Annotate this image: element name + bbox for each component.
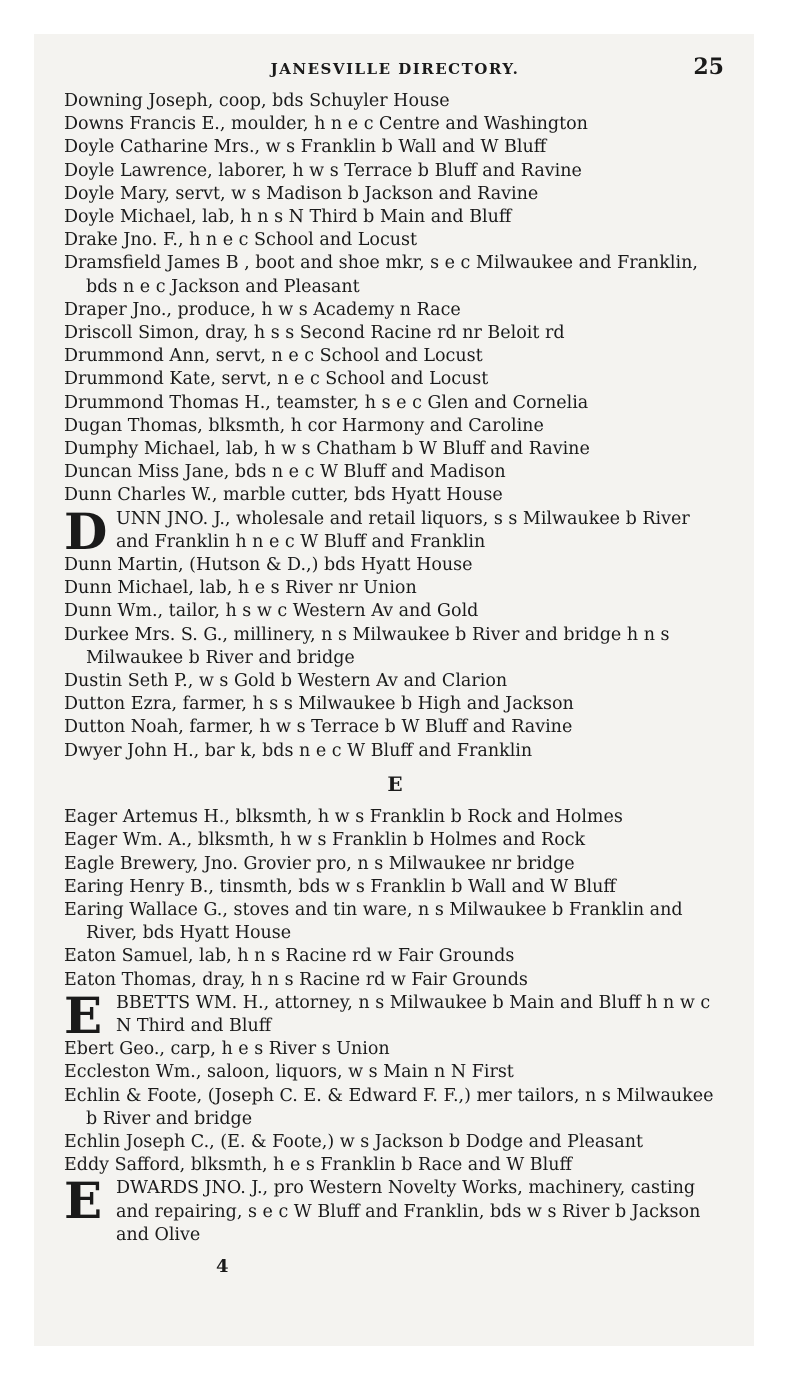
directory-entry: Eccleston Wm., saloon, liquors, w s Main n N First — [64, 1062, 514, 1083]
directory-entry: Downs Francis E., moulder, h n e c Centre and Washington — [64, 114, 588, 135]
directory-entry: Dramsfield James B , boot and shoe mkr, s e c Milwaukee and Franklin, bds n e c Jackson and Pleasant — [64, 253, 698, 297]
signature-mark: 4 — [216, 1255, 229, 1277]
directory-entry: Drummond Ann, servt, n e c School and Locust — [64, 346, 483, 367]
directory-entry: Dustin Seth P., w s Gold b Western Av and Clarion — [64, 671, 508, 692]
directory-entry: Eaton Samuel, lab, h n s Racine rd w Fair Grounds — [64, 946, 515, 967]
directory-entry: Drummond Thomas H., teamster, h s e c Glen and Cornelia — [64, 392, 589, 413]
directory-entry: Eager Wm. A., blksmth, h w s Franklin b Holmes and Rock — [64, 830, 586, 851]
directory-entry: Drake Jno. F., h n e c School and Locust — [64, 230, 418, 251]
drop-cap: E — [64, 1171, 103, 1231]
directory-entry: Durkee Mrs. S. G., millinery, n s Milwaukee b River and bridge h n s Milwaukee b River and bridge — [64, 624, 670, 668]
directory-page — [34, 34, 754, 1346]
directory-entry: Ebert Geo., carp, h e s River s Union — [64, 1039, 390, 1060]
directory-entry: Earing Wallace G., stoves and tin ware, n s Milwaukee b Franklin and River, bds Hyatt House — [64, 899, 683, 944]
section-heading: E — [387, 771, 403, 796]
directory-entry: Dugan Thomas, blksmth, h cor Harmony and Caroline — [64, 415, 544, 436]
directory-entry: Dunn Michael, lab, h e s River nr Union — [64, 578, 417, 599]
edwards-entry — [64, 1171, 726, 1247]
directory-entry: Echlin & Foote, (Joseph C. E. & Edward F. F.,) mer tailors, n s Milwaukee b River and bridge — [64, 1085, 714, 1129]
entry-text: BBETTS WM. H., attorney, n s Milwaukee b Main and Bluff h n w c N Third and Bluff — [116, 992, 711, 1036]
entry-text: DWARDS JNO. J., pro Western Novelty Works, machinery, casting and repairing, s e c W Bluff and Franklin, bds w s River b Jackson and Olive — [116, 1178, 701, 1245]
directory-entry: Downing Joseph, coop, bds Schuyler House — [64, 91, 450, 111]
directory-entry: Eaton Thomas, dray, h n s Racine rd w Fair Grounds — [64, 969, 528, 990]
directory-entry: Eagle Brewery, Jno. Grovier pro, n s Milwaukee nr bridge — [64, 853, 575, 874]
ebbetts-entry — [64, 985, 726, 1045]
directory-entry: Dwyer John H., bar k, bds n e c W Bluff and Franklin — [64, 740, 533, 761]
directory-entry: Draper Jno., produce, h w s Academy n Race — [64, 299, 461, 320]
directory-entry: Eddy Safford, blksmth, h e s Franklin b Race and W Bluff — [64, 1155, 572, 1176]
page-header — [64, 52, 726, 90]
entry-text: UNN JNO. J., wholesale and retail liquors, s s Milwaukee b River and Franklin h n e c W Bluff and Franklin — [116, 508, 690, 552]
running-title: JANESVILLE DIRECTORY. — [270, 60, 520, 78]
directory-entry: Echlin Joseph C., (E. & Foote,) w s Jackson b Dodge and Pleasant — [64, 1131, 644, 1152]
directory-entry: Doyle Catharine Mrs., w s Franklin b Wall and W Bluff — [64, 137, 547, 158]
dunn-jno-entry — [64, 501, 726, 561]
directory-entry: Dutton Noah, farmer, h w s Terrace b W Bluff and Ravine — [64, 717, 573, 738]
directory-entry: Earing Henry B., tinsmth, bds w s Franklin b Wall and W Bluff — [64, 876, 616, 897]
directory-entries — [64, 90, 726, 1278]
directory-entry: Doyle Michael, lab, h n s N Third b Main and Bluff — [64, 207, 512, 228]
directory-entry: Drummond Kate, servt, n e c School and Locust — [64, 369, 489, 390]
directory-entry: Dunn Charles W., marble cutter, bds Hyatt House — [64, 485, 503, 506]
directory-entry: Driscoll Simon, dray, h s s Second Racine rd nr Beloit rd — [64, 323, 565, 344]
directory-entry: Duncan Miss Jane, bds n e c W Bluff and Madison — [64, 462, 506, 483]
directory-entry: Dunn Martin, (Hutson & D.,) bds Hyatt House — [64, 555, 473, 576]
directory-entry: Dutton Ezra, farmer, h s s Milwaukee b High and Jackson — [64, 694, 574, 715]
drop-cap: D — [64, 501, 108, 561]
page-number: 25 — [693, 54, 724, 80]
drop-cap: E — [64, 985, 103, 1045]
directory-entry: Dunn Wm., tailor, h s w c Western Av and Gold — [64, 601, 479, 622]
directory-entry: Doyle Mary, servt, w s Madison b Jackson and Ravine — [64, 183, 539, 204]
directory-entry: Eager Artemus H., blksmth, h w s Franklin b Rock and Holmes — [64, 807, 623, 828]
directory-entry: Dumphy Michael, lab, h w s Chatham b W Bluff and Ravine — [64, 439, 590, 460]
directory-entry: Doyle Lawrence, laborer, h w s Terrace b Bluff and Ravine — [64, 160, 582, 181]
